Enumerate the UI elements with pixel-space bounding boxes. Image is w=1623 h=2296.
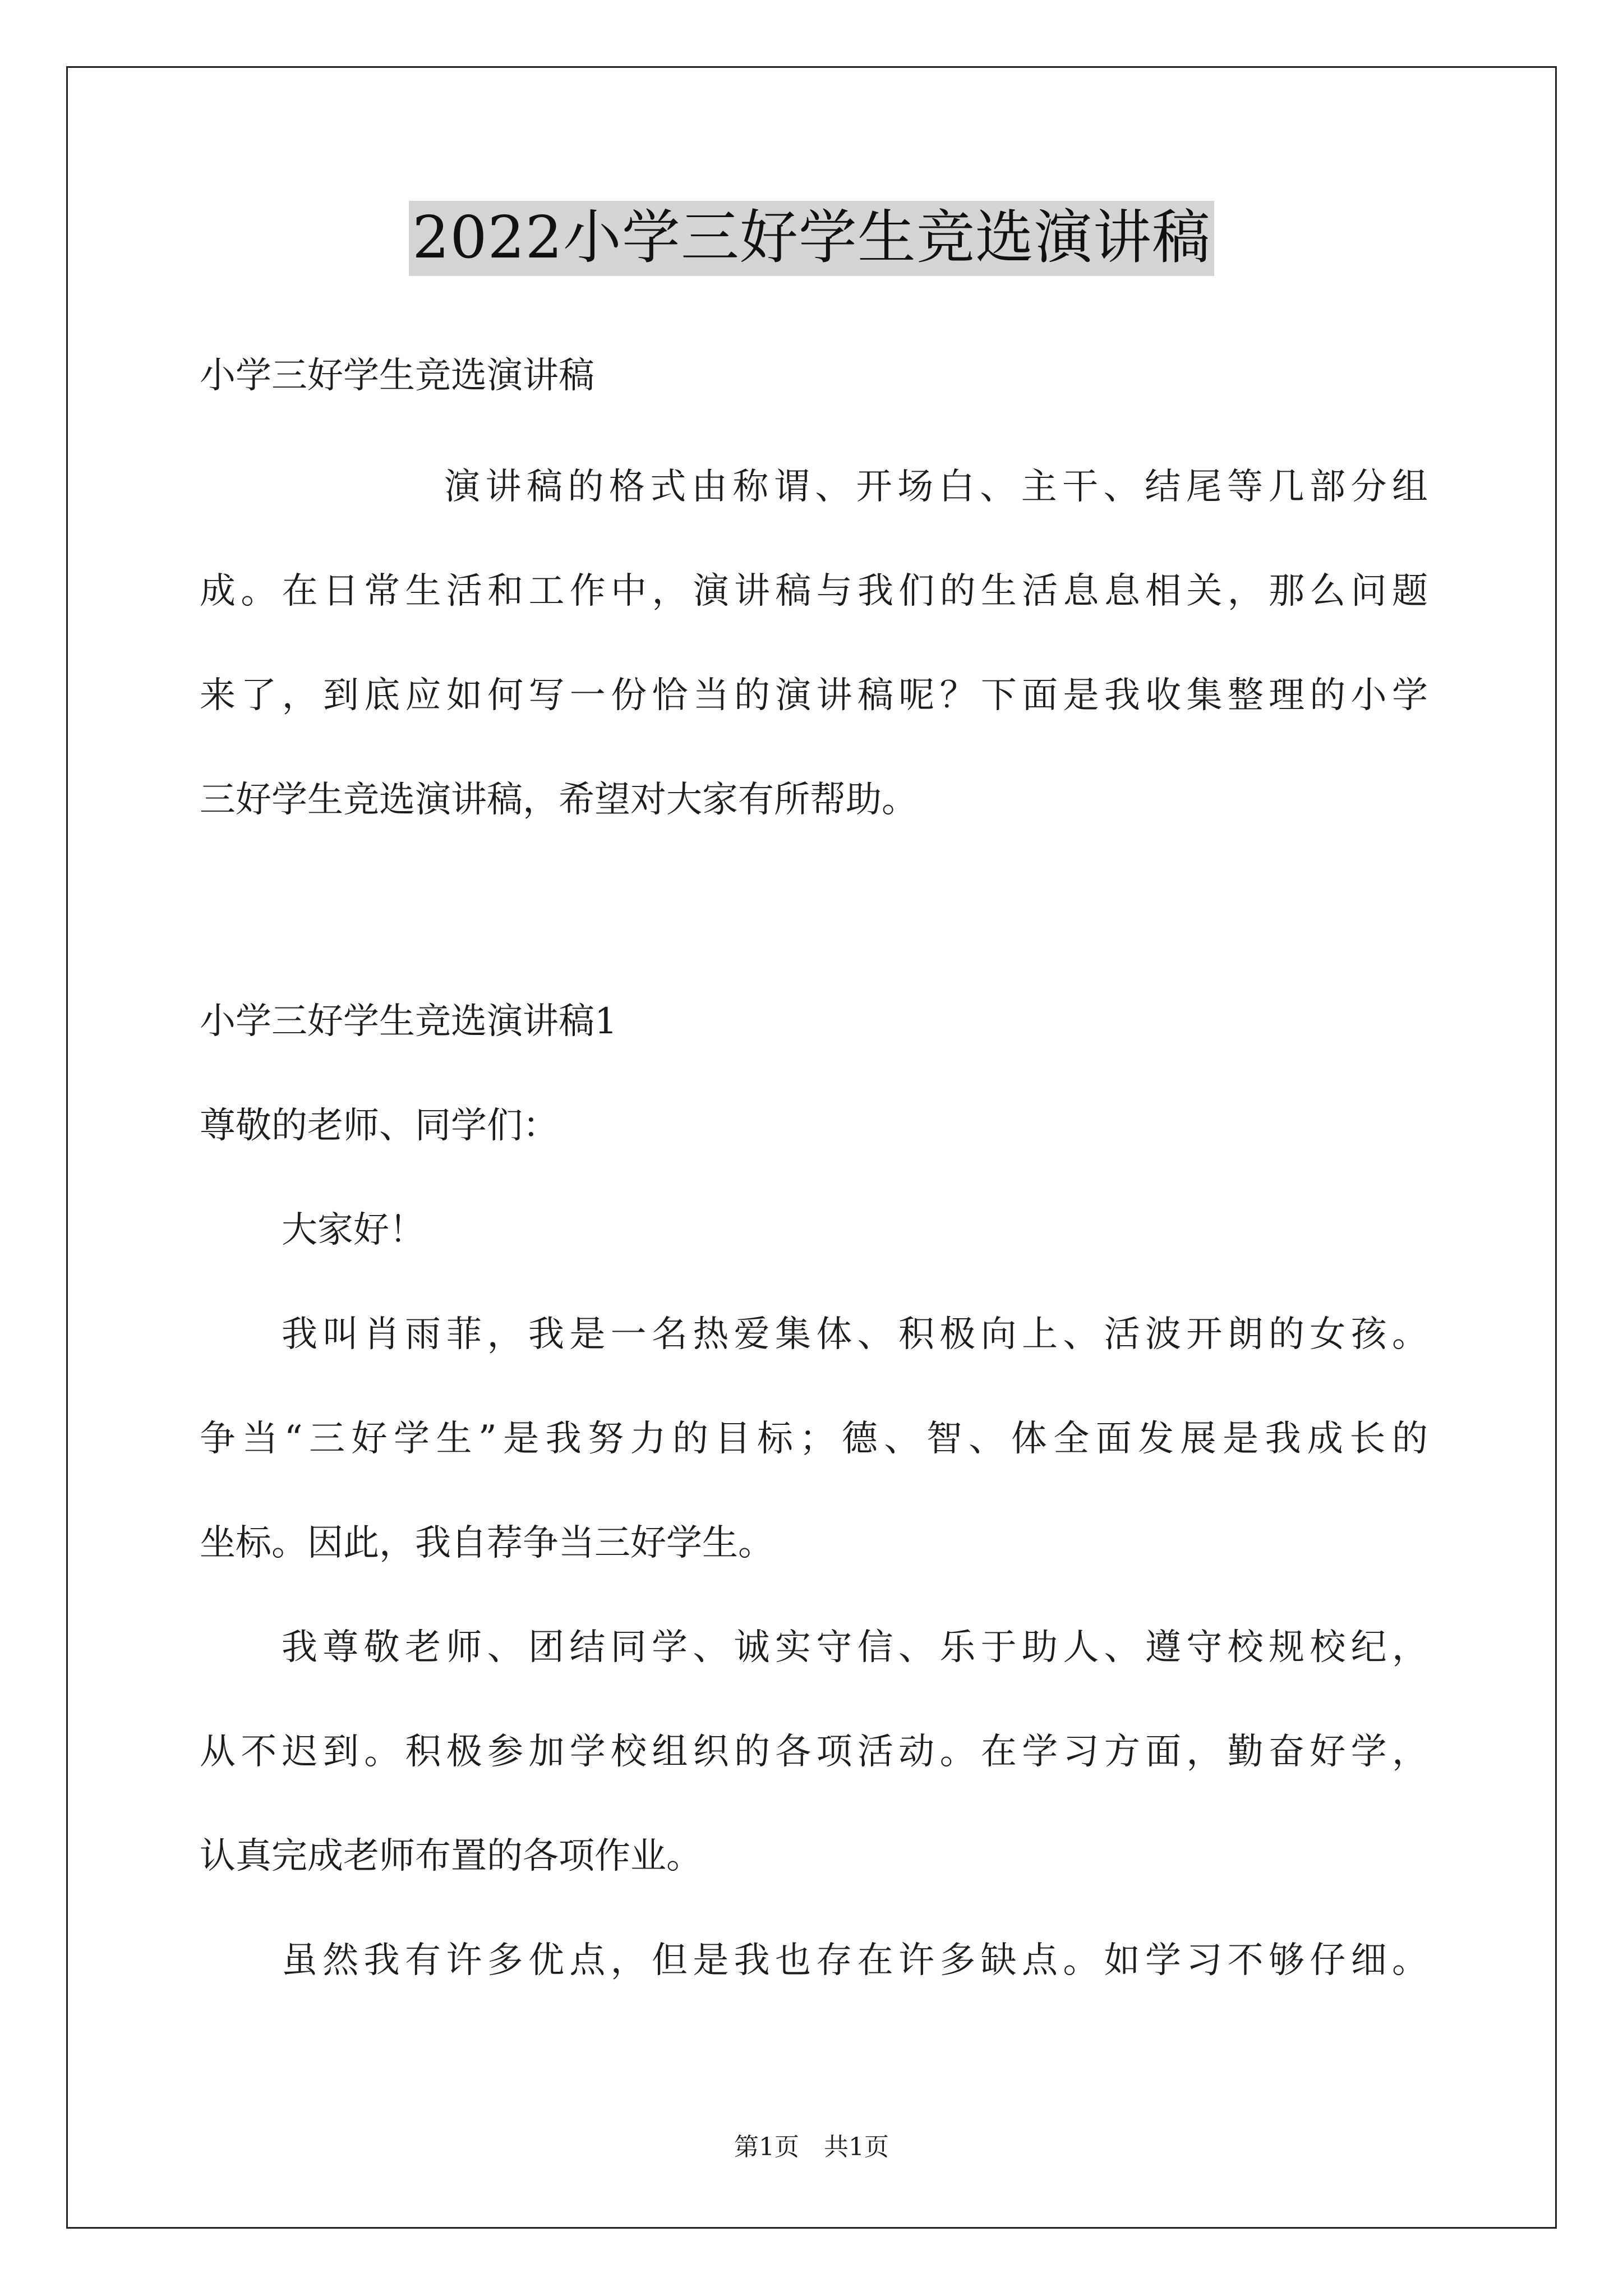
salutation: 尊敬的老师、同学们： — [200, 1105, 559, 1147]
document-title — [0, 201, 1623, 276]
intro-paragraph-line: 三好学生竞选演讲稿，希望对大家有所帮助。 — [200, 779, 917, 821]
intro-paragraph-line: 演讲稿的格式由称谓、开场白、主干、结尾等几部分组 — [444, 466, 1428, 508]
intro-paragraph-line: 成。在日常生活和工作中，演讲稿与我们的生活息息相关，那么问题 — [200, 570, 1428, 612]
section-heading: 小学三好学生竞选演讲稿 — [200, 355, 594, 397]
paragraph-line: 坐标。因此，我自荐争当三好学生。 — [200, 1522, 774, 1564]
greeting: 大家好！ — [282, 1209, 425, 1251]
paragraph-line: 争当“三好学生”是我努力的目标；德、智、体全面发展是我成长的 — [200, 1418, 1428, 1460]
document-title-text: 2022小学三好学生竞选演讲稿 — [409, 201, 1214, 276]
paragraph-line: 我叫肖雨菲，我是一名热爱集体、积极向上、活波开朗的女孩。 — [282, 1314, 1428, 1355]
page-footer: 第1页 共1页 — [734, 2133, 889, 2161]
paragraph-line: 从不迟到。积极参加学校组织的各项活动。在学习方面，勤奋好学， — [200, 1731, 1428, 1773]
paragraph-line: 我尊敬老师、团结同学、诚实守信、乐于助人、遵守校规校纪， — [282, 1627, 1428, 1668]
paragraph-line: 认真完成老师布置的各项作业。 — [200, 1835, 702, 1877]
paragraph-line: 虽然我有许多优点，但是我也存在许多缺点。如学习不够仔细。 — [282, 1940, 1428, 1981]
speech-heading: 小学三好学生竞选演讲稿1 — [200, 1001, 617, 1042]
intro-paragraph-line: 来了，到底应如何写一份恰当的演讲稿呢？下面是我收集整理的小学 — [200, 675, 1428, 716]
